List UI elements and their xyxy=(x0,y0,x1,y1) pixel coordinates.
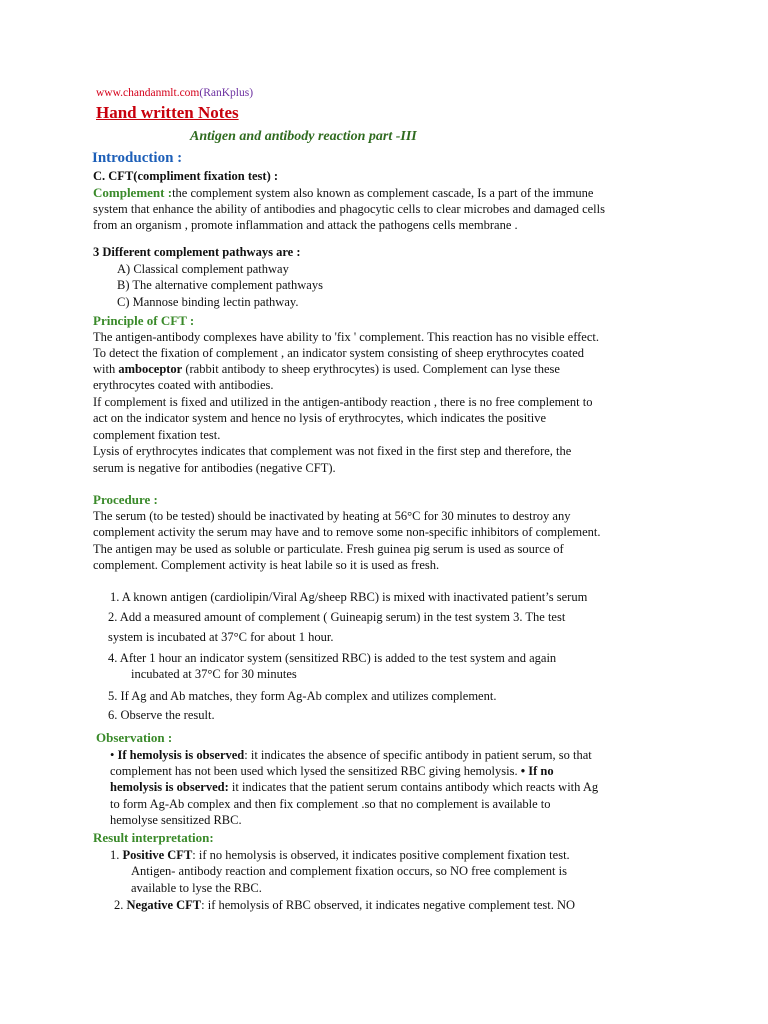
observation-text: complement has not been used which lysed the sensitized RBC giving hemolysis. xyxy=(110,764,521,778)
result-heading: Result interpretation: xyxy=(93,830,214,845)
observation-term: • If no xyxy=(520,764,554,778)
procedure-step-cont: system is incubated at 37°C for about 1 hour. xyxy=(108,630,334,644)
result-term: Negative CFT xyxy=(126,898,202,912)
cft-title: C. CFT(compliment fixation test) : xyxy=(93,169,279,183)
principle-line: The antigen-antibody complexes have ability to 'fix ' complement. This reaction has no visible effect. xyxy=(93,330,599,344)
page-subtitle: Antigen and antibody reaction part -III xyxy=(190,129,417,144)
result-term: Positive CFT xyxy=(122,848,193,862)
principle-text: (rabbit antibody to sheep erythrocytes) is used. Complement can lyse these xyxy=(182,362,560,376)
result-item xyxy=(110,848,570,863)
result-item-cont: available to lyse the RBC. xyxy=(131,881,262,895)
result-item-cont: Antigen- antibody reaction and complement fixation occurs, so NO free complement is xyxy=(131,864,567,878)
procedure-line: The serum (to be tested) should be inactivated by heating at 56°C for 30 minutes to destroy any xyxy=(93,509,571,523)
complement-line-3: from an organism , promote inflammation and attack the pathogens cells membrane . xyxy=(93,218,518,232)
principle-line: serum is negative for antibodies (negative CFT). xyxy=(93,461,336,475)
observation-term: hemolysis is observed: xyxy=(110,780,229,794)
procedure-step: 6. Observe the result. xyxy=(108,708,215,722)
principle-line: To detect the fixation of complement , an indicator system consisting of sheep erythrocytes coated xyxy=(93,346,584,360)
principle-heading: Principle of CFT : xyxy=(93,313,195,328)
principle-line: Lysis of erythrocytes indicates that complement was not fixed in the first step and therefore, the xyxy=(93,444,572,458)
introduction-heading: Introduction : xyxy=(92,150,183,166)
principle-line: complement fixation test. xyxy=(93,428,221,442)
procedure-heading: Procedure : xyxy=(93,492,158,507)
observation-text: : it indicates the absence of specific antibody in patient serum, so that xyxy=(244,748,592,762)
website-url[interactable]: www.chandanmlt.com xyxy=(96,87,200,99)
procedure-step: 1. A known antigen (cardiolipin/Viral Ag/sheep RBC) is mixed with inactivated patient’s serum xyxy=(110,590,588,604)
observation-line xyxy=(110,764,554,779)
result-text: : if hemolysis of RBC observed, it indicates negative complement test. NO xyxy=(201,898,576,912)
observation-line: hemolyse sensitized RBC. xyxy=(110,813,242,827)
observation-line: to form Ag-Ab complex and then fix complement .so that no complement is available to xyxy=(110,797,551,811)
procedure-line: The antigen may be used as soluble or particulate. Fresh guinea pig serum is used as source of xyxy=(93,542,564,556)
website-link[interactable] xyxy=(96,87,253,99)
observation-heading: Observation : xyxy=(96,730,173,745)
complement-line-1 xyxy=(93,185,593,201)
principle-line: erythrocytes coated with antibodies. xyxy=(93,378,274,392)
pathway-item: B) The alternative complement pathways xyxy=(117,278,323,292)
amboceptor-term: amboceptor xyxy=(118,362,183,376)
complement-line-2: system that enhance the ability of antibodies and phagocytic cells to clear microbes and damaged cells xyxy=(93,202,605,216)
pathways-heading: 3 Different complement pathways are : xyxy=(93,245,301,259)
observation-text: it indicates that the patient serum contains antibody which reacts with Ag xyxy=(228,780,599,794)
principle-line: act on the indicator system and hence no lysis of erythrocytes, which indicates the positive xyxy=(93,411,547,425)
procedure-line: complement activity the serum may have and to remove some non-specific inhibitors of complement. xyxy=(93,525,601,539)
brand-name: (RanKplus) xyxy=(199,87,254,99)
procedure-line: complement. Complement activity is heat labile so it is used as fresh. xyxy=(93,558,440,572)
procedure-step: 4. After 1 hour an indicator system (sensitized RBC) is added to the test system and again xyxy=(108,651,557,665)
complement-text: the complement system also known as complement cascade, Is a part of the immune xyxy=(172,186,594,200)
bullet: • xyxy=(110,748,118,762)
result-number: 1. xyxy=(110,848,123,862)
observation-line xyxy=(110,748,592,763)
principle-line: If complement is fixed and utilized in the antigen-antibody reaction , there is no free complement to xyxy=(93,395,593,409)
observation-term: If hemolysis is observed xyxy=(117,748,245,762)
result-number: 2. xyxy=(114,898,127,912)
principle-line xyxy=(93,362,560,377)
pathway-item: A) Classical complement pathway xyxy=(117,262,289,276)
observation-line xyxy=(110,780,598,795)
pathway-item: C) Mannose binding lectin pathway. xyxy=(117,295,299,309)
page-title: Hand written Notes xyxy=(96,103,239,122)
procedure-step: 5. If Ag and Ab matches, they form Ag-Ab complex and utilizes complement. xyxy=(108,689,497,703)
result-text: : if no hemolysis is observed, it indicates positive complement fixation test. xyxy=(192,848,570,862)
principle-text: with xyxy=(93,362,119,376)
procedure-step-cont: incubated at 37°C for 30 minutes xyxy=(131,667,297,681)
complement-label: Complement : xyxy=(93,185,173,200)
result-item xyxy=(114,898,575,913)
procedure-step: 2. Add a measured amount of complement ( Guineapig serum) in the test system 3. The test xyxy=(108,610,566,624)
